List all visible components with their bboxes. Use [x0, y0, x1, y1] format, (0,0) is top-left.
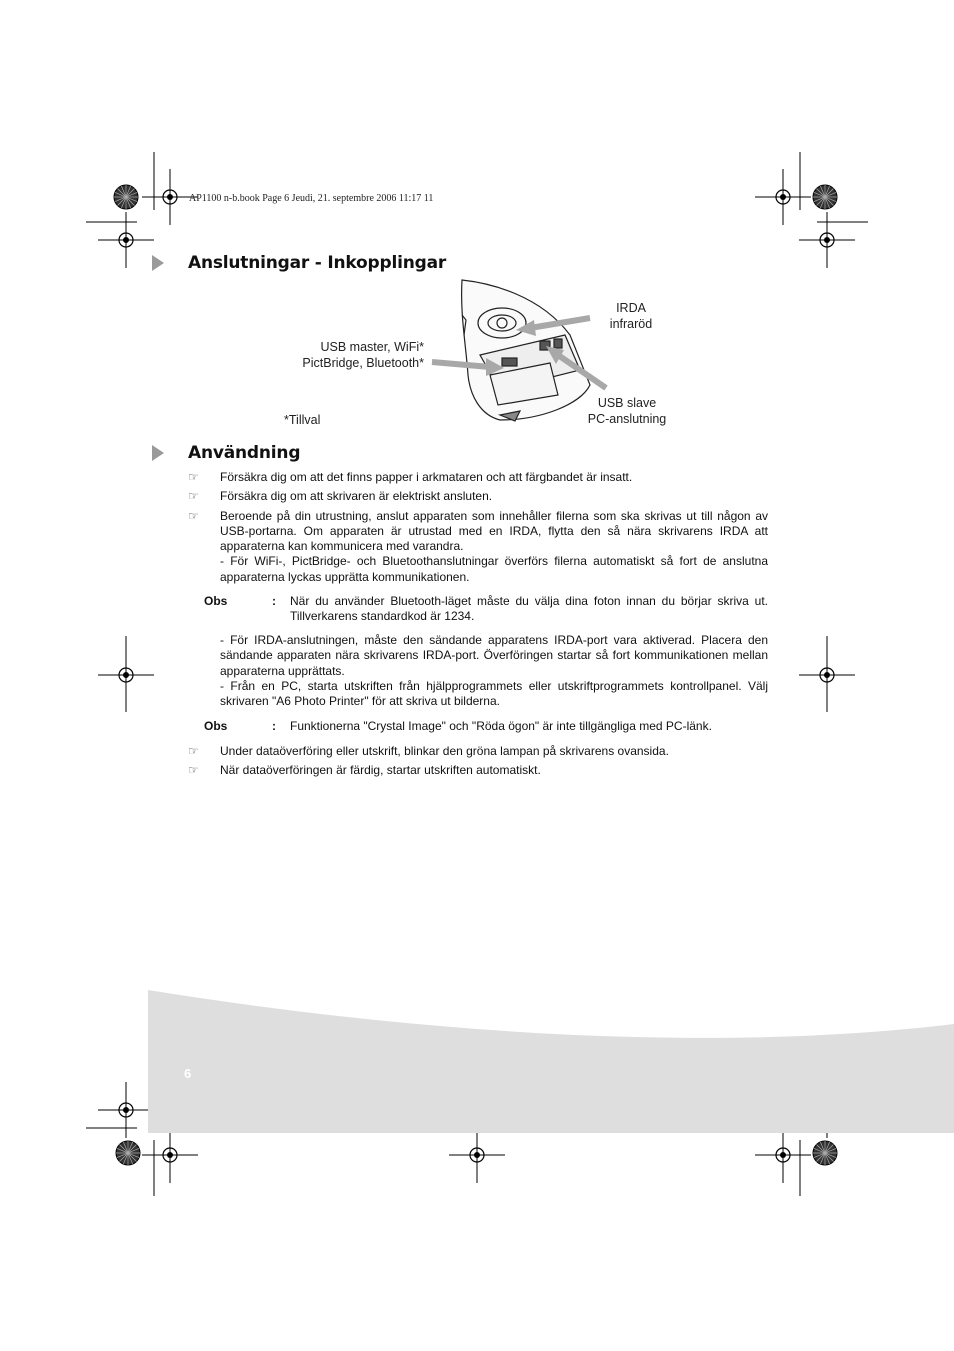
list-item-text: Försäkra dig om att det finns papper i arkmataren och att färgbandet är insatt.	[220, 470, 633, 484]
registration-mark-left-upper	[98, 212, 154, 268]
note-pc-link	[204, 719, 768, 735]
usb-slave-label-line-1: USB slave	[597, 396, 657, 410]
pointing-hand-icon: ☞	[188, 470, 199, 484]
usb-master-arrow	[432, 362, 490, 367]
list-item-text: Beroende på din utrustning, anslut apparaten som innehåller filerna som ska skrivas ut till någon av USB-portarna. Om apparaten är utrustad med en IRDA, flytta den så nära skrivarens IRDA att apparaterna kan kommunicera med varandra.	[220, 508, 768, 554]
list-item	[188, 744, 768, 759]
irda-arrow	[530, 318, 590, 328]
registration-mark-right-upper	[799, 212, 855, 268]
note-colon: :	[272, 594, 276, 608]
usb-slave-arrow	[558, 355, 606, 388]
footer-band	[148, 990, 954, 1133]
color-burst-bottom-left	[116, 1141, 140, 1165]
irda-label-line-1: IRDA	[616, 301, 646, 315]
option-note: *Tillval	[284, 413, 321, 427]
list-item-text: Under dataöverföring eller utskrift, blinkar den gröna lampan på skrivarens ovansida.	[220, 744, 669, 758]
usage-bullet-list	[188, 470, 768, 585]
usb-slave-label	[580, 395, 674, 427]
pointing-hand-icon: ☞	[188, 763, 199, 778]
triangle-right-icon	[152, 445, 164, 461]
color-burst-bottom-right	[813, 1141, 837, 1165]
registration-mark-left-lower	[98, 1082, 154, 1138]
section-title: Användning	[188, 443, 301, 463]
usage-bullet-list-end	[188, 744, 768, 779]
list-item	[188, 763, 768, 778]
note-text: När du använder Bluetooth-läget måste du välja dina foton innan du börjar skriva ut. Tillverkarens standardkod är 1234.	[290, 594, 768, 624]
section-heading-usage	[152, 443, 300, 463]
pointing-hand-icon: ☞	[188, 508, 199, 523]
list-item-text: När dataöverföringen är färdig, startar utskriften automatiskt.	[220, 763, 541, 778]
usb-master-label	[284, 339, 424, 371]
paragraph-irda: - För IRDA-anslutningen, måste den sändande apparatens IRDA-port vara aktiverad. Placera den sändande apparaten nära skrivarens IRDA-port. Överföringen startar så fort kommunikationen mellan apparaterna upprättats.	[220, 633, 768, 678]
list-item	[188, 470, 768, 485]
note-key: Obs	[204, 594, 228, 608]
color-burst-top-right	[813, 185, 837, 209]
irda-label-line-2: infraröd	[609, 317, 653, 331]
section-heading-connections	[152, 253, 446, 273]
print-header-line: AP1100 n-b.book Page 6 Jeudi, 21. septembre 2006 11:17 11	[189, 193, 434, 204]
irda-label	[603, 300, 659, 332]
irda-arrow-head	[516, 320, 536, 336]
pointing-hand-icon: ☞	[188, 489, 199, 504]
list-item-text-continued: - För WiFi-, PictBridge- och Bluetoothanslutningar överförs filerna automatiskt så fort de anslutna apparaterna lyckas upprätta kommunikationen.	[220, 554, 768, 584]
registration-mark-bottom-right	[755, 1127, 811, 1183]
note-colon: :	[272, 719, 276, 733]
usb-master-label-line-2: PictBridge, Bluetooth*	[302, 356, 424, 370]
usb-master-label-line-1: USB master, WiFi*	[320, 340, 424, 354]
pointing-hand-icon: ☞	[188, 744, 199, 758]
registration-mark-bottom-left	[142, 1127, 198, 1183]
paragraph-pc: - Från en PC, starta utskriften från hjälpprogrammets eller utskriftprogrammets kontrollpanel. Välj skrivaren "A6 Photo Printer" för att skriva ut bilderna.	[220, 679, 768, 709]
list-item	[188, 489, 768, 504]
list-item	[188, 509, 768, 585]
note-text: Funktionerna "Crystal Image" och "Röda ögon" är inte tillgängliga med PC-länk.	[290, 719, 712, 733]
color-burst-top-left	[114, 185, 138, 209]
registration-mark-top-right	[755, 169, 811, 225]
list-item-text: Försäkra dig om att skrivaren är elektriskt ansluten.	[220, 489, 493, 504]
page-number: 6	[184, 1066, 192, 1081]
registration-mark-bottom-center	[449, 1127, 505, 1183]
section-title: Anslutningar - Inkopplingar	[188, 253, 447, 273]
triangle-right-icon	[152, 255, 164, 271]
diagram-arrows	[400, 300, 630, 410]
note-key: Obs	[204, 719, 228, 733]
usb-slave-label-line-2: PC-anslutning	[587, 412, 667, 426]
note-bluetooth	[204, 594, 768, 626]
